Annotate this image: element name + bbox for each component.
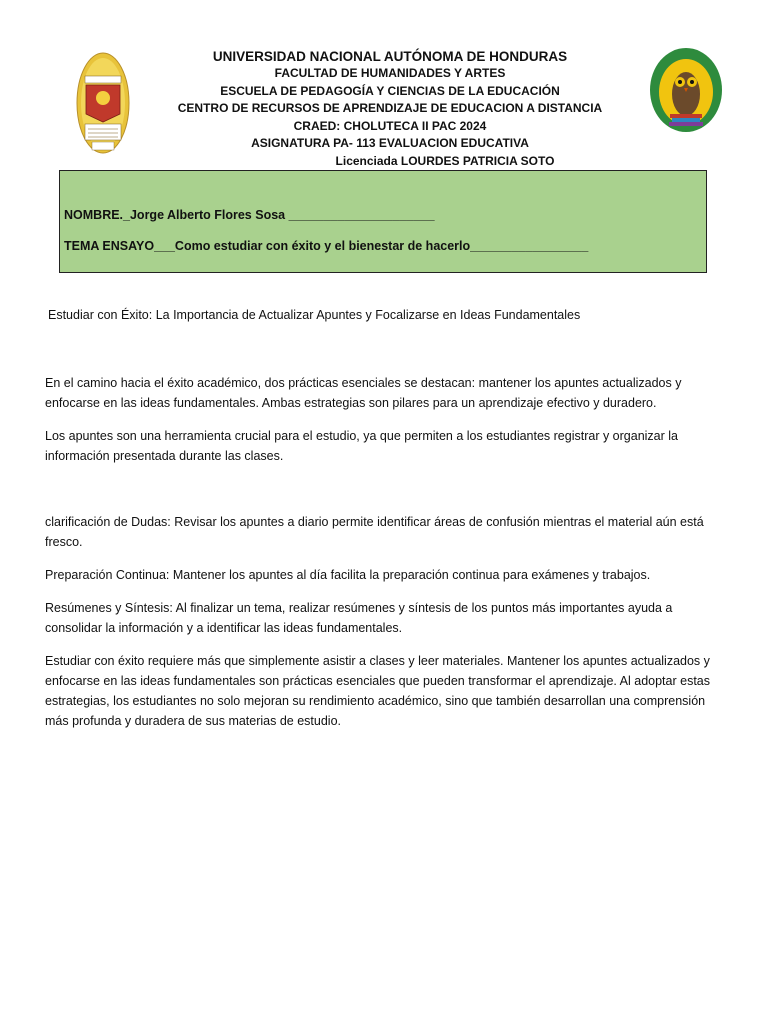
university-name: UNIVERSIDAD NACIONAL AUTÓNOMA DE HONDURAS [212,49,568,64]
paragraph-conclusion: Estudiar con éxito requiere más que simplemente asistir a clases y leer materiales. Mantener los apuntes actualizados y enfocarse en las ideas fundamentales son prácticas esenciales que pueden transformar el aprendizaje. Al adoptar estas estrategias, los estudiantes no solo mejoran su rendimiento académico, sino que también desarrollan una comprensión más profunda y duradera de sus materias de estudio. [45,654,710,728]
paragraph-summaries: Resúmenes y Síntesis: Al finalizar un tema, realizar resúmenes y síntesis de los puntos más importantes ayuda a consolidar la información y a identificar las ideas fundamentales. [45,601,673,635]
course-line: ASIGNATURA PA- 113 EVALUACION EDUCATIVA [251,136,529,150]
paragraph-notes: Los apuntes son una herramienta crucial para el estudio, ya que permiten a los estudiantes registrar y organizar la información presentada durante las clases. [45,429,678,463]
faculty-name: FACULTAD DE HUMANIDADES Y ARTES [274,66,506,80]
teacher-line: Licenciada LOURDES PATRICIA SOTO [335,153,555,168]
center-name: CENTRO DE RECURSOS DE APRENDIZAJE DE EDUCACION A DISTANCIA [177,101,603,115]
document-header [150,48,630,170]
unah-crest-logo [76,52,130,154]
essay-title: Estudiar con Éxito: La Importancia de Actualizar Apuntes y Focalizarse en Ideas Fundamentales [48,308,581,322]
paragraph-doubts: clarificación de Dudas: Revisar los apuntes a diario permite identificar áreas de confusión mientras el material aún está fresco. [45,515,704,549]
school-name: ESCUELA DE PEDAGOGÍA Y CIENCIAS DE LA EDUCACIÓN [220,83,560,98]
pedagogia-owl-logo [648,44,724,148]
student-info-box [59,170,707,273]
essay-topic-line: TEMA ENSAYO___Como estudiar con éxito y el bienestar de hacerlo_________________ [64,239,589,253]
paragraph-preparation: Preparación Continua: Mantener los apuntes al día facilita la preparación continua para exámenes y trabajos. [45,568,651,582]
paragraph-intro: En el camino hacia el éxito académico, dos prácticas esenciales se destacan: mantener los apuntes actualizados y enfocarse en las ideas fundamentales. Ambas estrategias son pilares para un aprendizaje efectivo y duradero. [45,376,682,410]
craed-line: CRAED: CHOLUTECA II PAC 2024 [293,118,487,133]
student-name-line: NOMBRE._Jorge Alberto Flores Sosa _____________________ [64,208,435,222]
